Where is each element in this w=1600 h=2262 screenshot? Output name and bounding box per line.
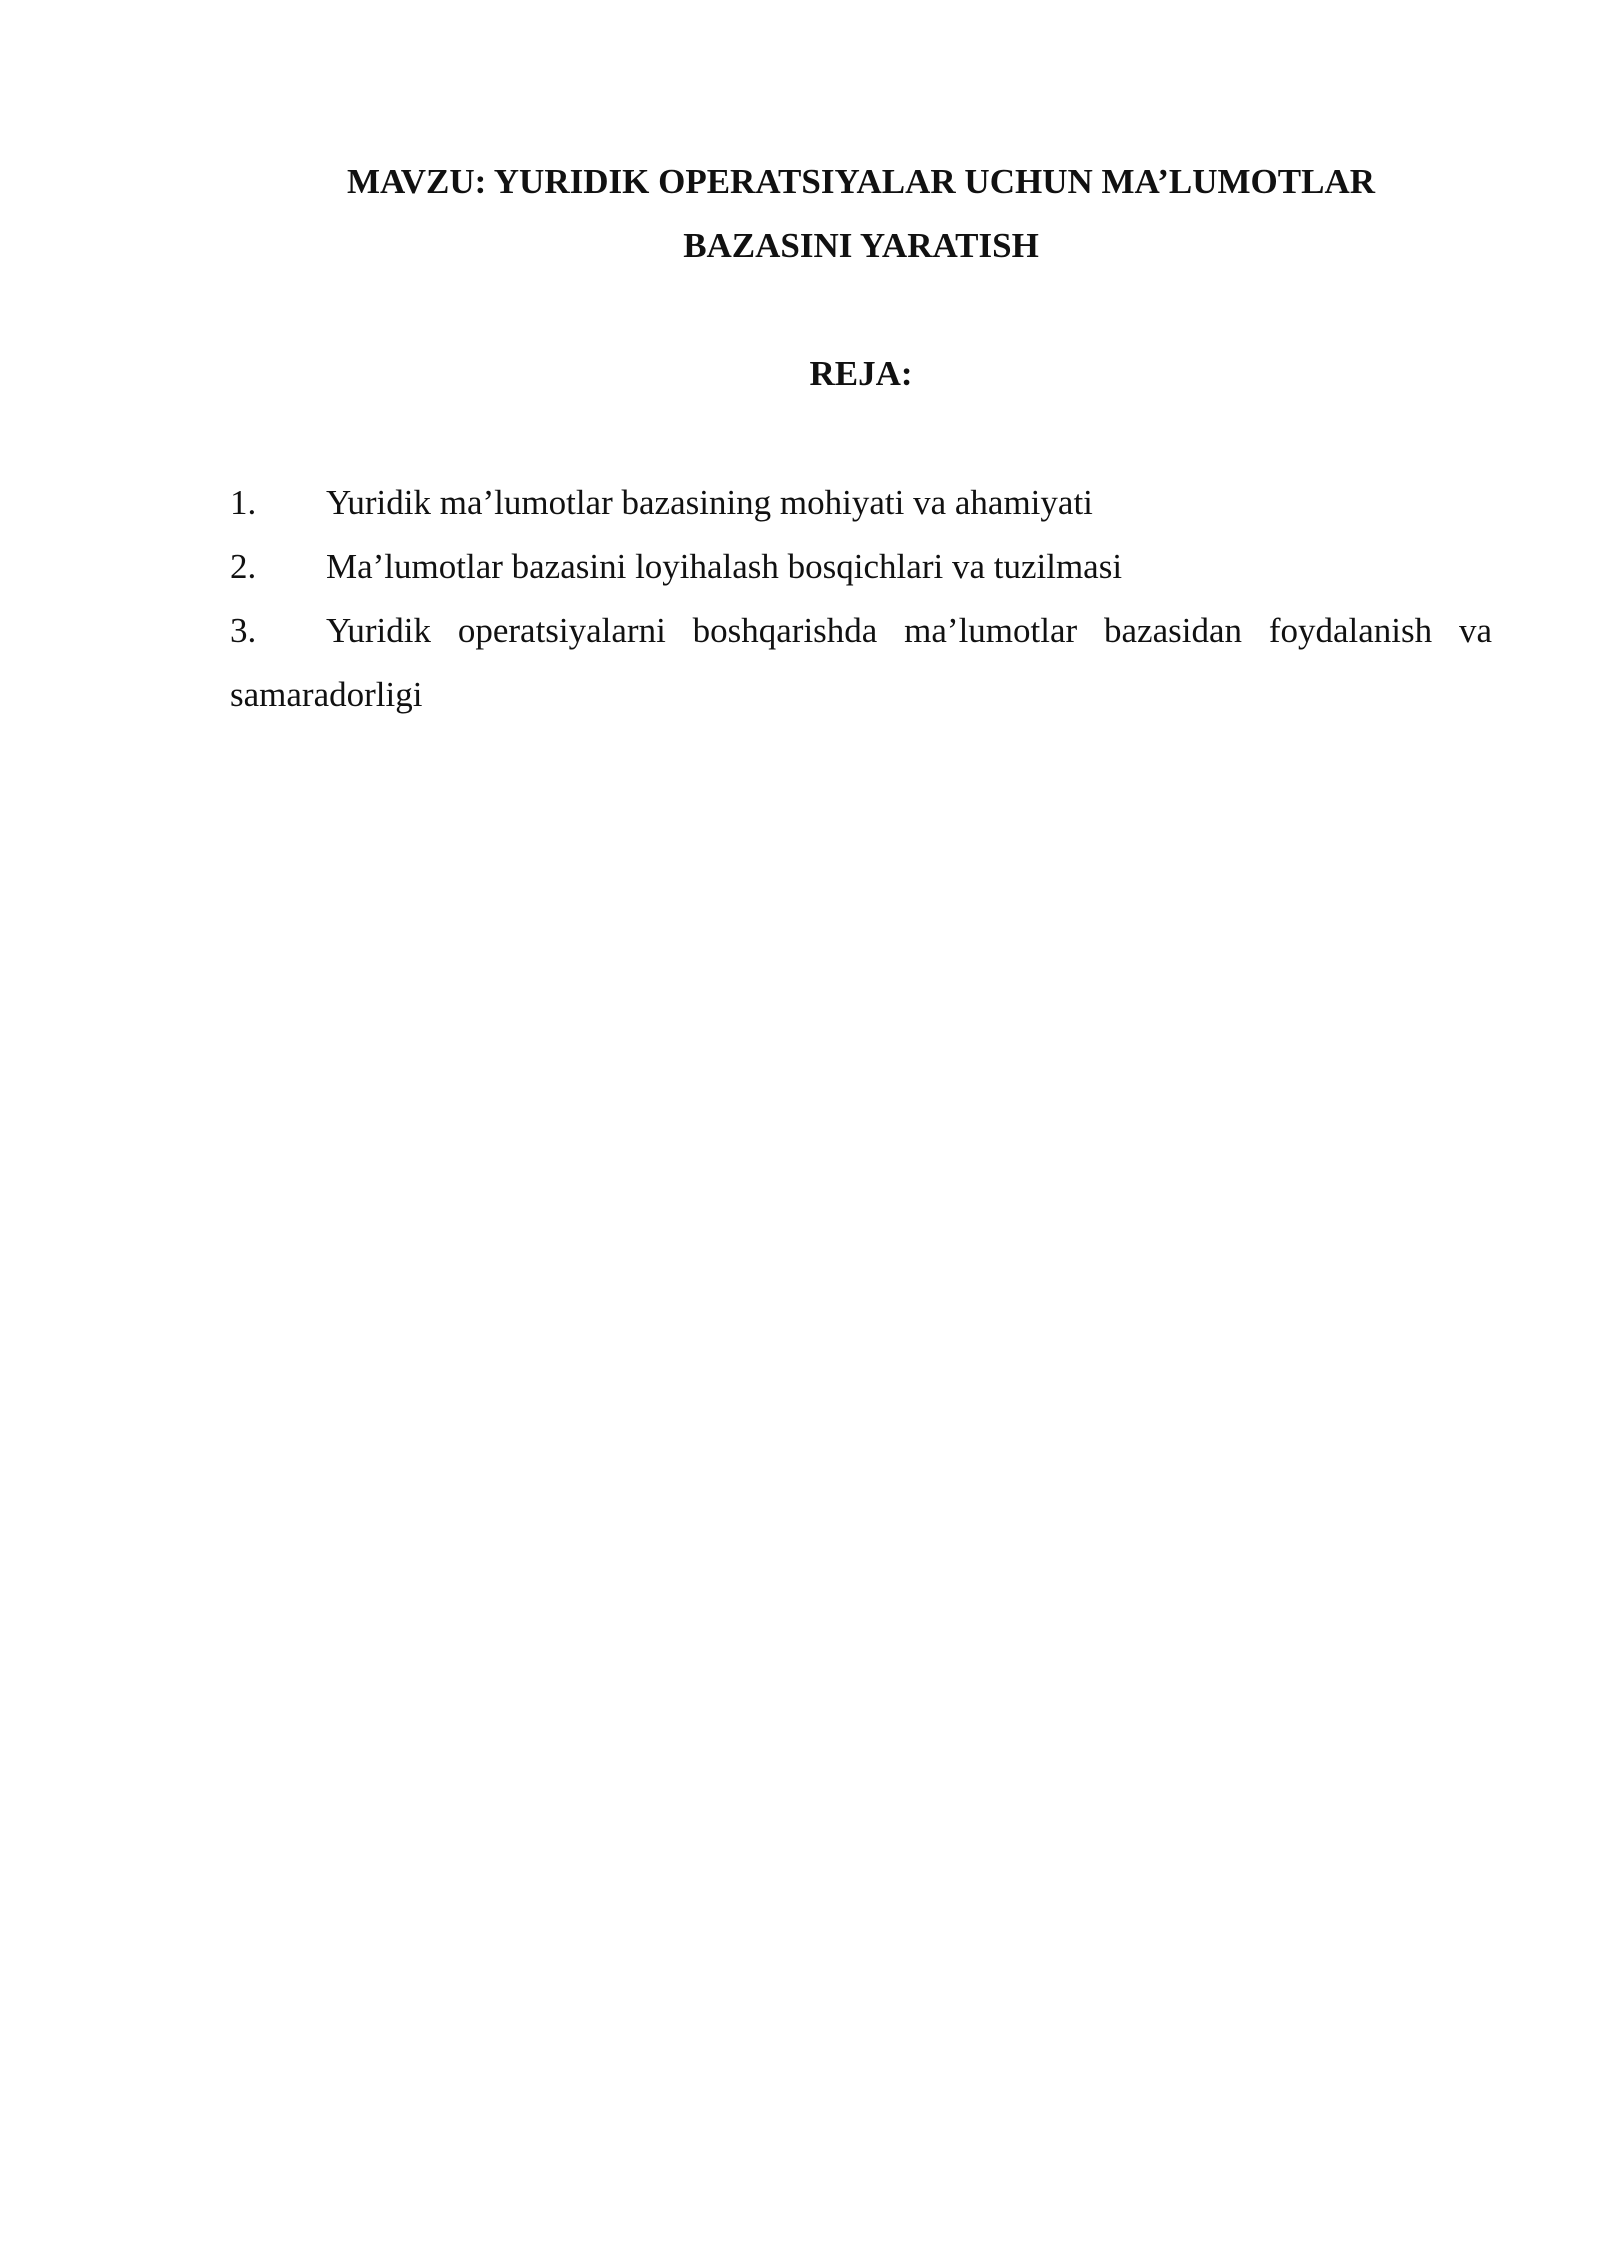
plan-item-number: 3. — [230, 611, 257, 650]
plan-item-text: Yuridik operatsiyalarni boshqarishda ma’lumotlar bazasidan foydalanish va samaradorligi — [230, 611, 1492, 714]
plan-item-3 — [230, 599, 1492, 727]
plan-item-text: Ma’lumotlar bazasini loyihalash bosqichlari va tuzilmasi — [326, 547, 1123, 586]
plan-item-1 — [230, 471, 1492, 535]
document-title — [230, 150, 1492, 278]
title-line-2: BAZASINI YARATISH — [683, 226, 1039, 265]
plan-heading: REJA: — [809, 354, 913, 393]
plan-item-number: 1. — [230, 483, 257, 522]
plan-item-text: Yuridik ma’lumotlar bazasining mohiyati va ahamiyati — [326, 483, 1093, 522]
title-line-1: MAVZU: YURIDIK OPERATSIYALAR UCHUN MA’LUMOTLAR — [346, 162, 1375, 201]
plan-list — [230, 471, 1492, 727]
plan-item-number: 2. — [230, 547, 257, 586]
plan-item-2 — [230, 535, 1492, 599]
